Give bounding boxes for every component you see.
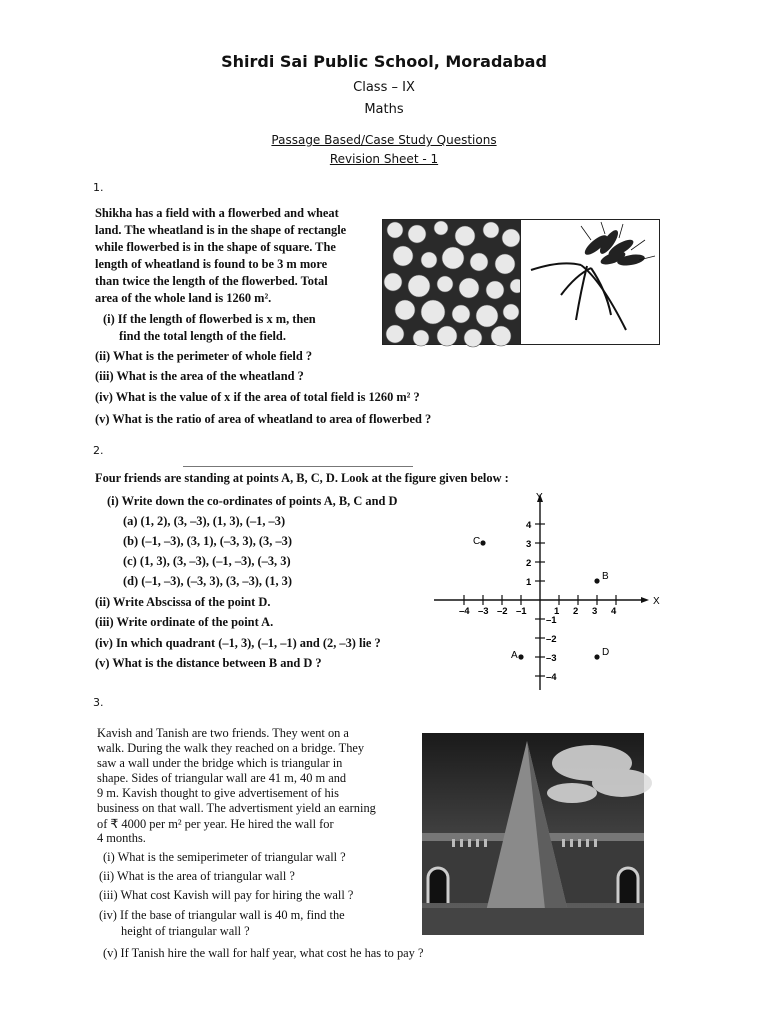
passage-line: Kavish and Tanish are two friends. They went on a [97,726,349,740]
question-2-number: 2. [93,444,104,457]
y-tick-label: –4 [546,672,557,683]
passage-line: area of the whole land is 1260 m². [95,291,272,305]
sub-question: (iii) What is the area of the wheatland ? [95,369,304,383]
point-d [594,654,599,659]
x-tick-label: –4 [459,606,470,617]
sub-question: (i) What is the semiperimeter of triangular wall ? [103,850,346,864]
sub-question: find the total length of the field. [119,329,286,343]
passage-line: while flowerbed is in the shape of square. The [95,240,336,254]
x-tick-label: 1 [554,606,560,617]
option-d: (d) (–1, –3), (–3, 3), (3, –3), (1, 3) [123,574,292,588]
y-tick-label: –2 [546,634,557,645]
point-label-d: D [602,647,610,658]
x-tick-label: –2 [497,606,508,617]
y-tick-label: 1 [526,577,532,588]
y-tick-label: 2 [526,558,532,569]
sub-question: (ii) Write Abscissa of the point D. [95,595,271,609]
sub-question: (v) What is the distance between B and D ? [95,656,322,670]
sub-question: (iv) If the base of triangular wall is 40 m, find the [99,908,345,922]
passage-line: 9 m. Kavish thought to give advertisement of his [97,786,339,800]
passage-line: length of wheatland is found to be 3 m more [95,257,328,271]
y-tick-label: –3 [546,653,557,664]
sub-question: (v) What is the ratio of area of wheatland to area of flowerbed ? [95,412,432,426]
x-tick-label: –1 [516,606,527,617]
point-label-c: C [473,536,481,547]
x-tick-label: 2 [573,606,579,617]
x-tick-label: 3 [592,606,598,617]
sheet-title: Revision Sheet - 1 [329,152,439,166]
section-title: Passage Based/Case Study Questions [271,133,497,147]
question-2-intro: Four friends are standing at points A, B, C, D. Look at the figure given below : [95,471,509,485]
sub-question: (iv) What is the value of x if the area of total field is 1260 m² ? [95,390,420,404]
point-label-b: B [602,571,609,582]
y-axis-label: Y [536,492,543,503]
point-c [480,540,485,545]
sub-question: height of triangular wall ? [121,924,250,938]
sub-question: (iii) Write ordinate of the point A. [95,615,274,629]
y-tick-label: –1 [546,615,557,626]
passage-line: land. The wheatland is in the shape of rectangle [95,223,347,237]
passage-line: of ₹ 4000 per m² per year. He hired the wall for [97,817,334,831]
sub-question: (ii) What is the area of triangular wall ? [99,869,295,883]
passage-line: walk. During the walk they reached on a bridge. They [97,741,365,755]
x-tick-label: 4 [611,606,617,617]
point-b [594,578,599,583]
passage-line: shape. Sides of triangular wall are 41 m, 40 m and [97,771,347,785]
school-name: Shirdi Sai Public School, Moradabad [221,52,547,71]
x-axis-label: X [653,596,660,607]
option-a: (a) (1, 2), (3, –3), (1, 3), (–1, –3) [123,514,286,528]
divider-line [183,466,413,467]
point-a [518,654,523,659]
sub-question: (v) If Tanish hire the wall for half year, what cost he has to pay ? [103,946,424,960]
passage-line: 4 months. [97,831,146,845]
cotton-flowerbed-image [382,219,522,345]
passage-line: saw a wall under the bridge which is triangular in [97,756,343,770]
question-3-number: 3. [93,696,104,709]
passage-line: than twice the length of the flowerbed. Total [95,274,328,288]
passage-line: business on that wall. The advertisment yield an earning [97,801,376,815]
subject-label: Maths [364,102,404,117]
point-label-a: A [511,650,518,661]
question-1-number: 1. [93,181,104,194]
y-tick-label: 4 [526,520,532,531]
wheat-image [520,219,660,345]
y-tick-label: 3 [526,539,532,550]
class-label: Class – IX [353,80,415,95]
sub-question: (i) Write down the co-ordinates of points A, B, C and D [107,494,398,508]
sub-question: (ii) What is the perimeter of whole field ? [95,349,313,363]
triangular-wall-image [422,733,644,935]
x-axis-arrow [641,597,649,603]
option-c: (c) (1, 3), (3, –3), (–1, –3), (–3, 3) [123,554,291,568]
sub-question: (i) If the length of flowerbed is x m, then [103,312,316,326]
sub-question: (iii) What cost Kavish will pay for hiring the wall ? [99,888,354,902]
passage-line: Shikha has a field with a flowerbed and wheat [95,206,339,220]
x-tick-label: –3 [478,606,489,617]
option-b: (b) (–1, –3), (3, 1), (–3, 3), (3, –3) [123,534,292,548]
coordinate-graph [430,488,658,688]
sub-question: (iv) In which quadrant (–1, 3), (–1, –1) and (2, –3) lie ? [95,636,381,650]
